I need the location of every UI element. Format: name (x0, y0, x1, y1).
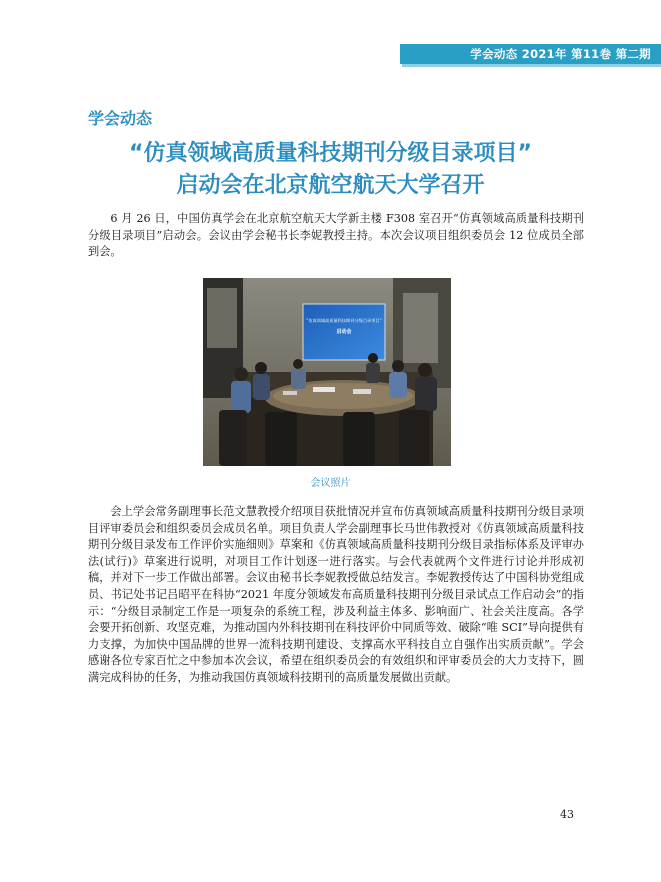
screen-title-text: “仿真领域高质量科技期刊分级目录项目” (306, 318, 382, 323)
paragraph-intro: 6 月 26 日，中国仿真学会在北京航空航天大学新主楼 F308 室召开“仿真领域高质量科技期刊分级目录项目”启动会。会议由学会秘书长李妮教授主持。本次会议项目组织委员会 12 位成员全部到会。 (88, 212, 584, 259)
running-header-text: 学会动态 2021年 第11卷 第二期 (470, 47, 651, 61)
screen-subtitle-text: 启动会 (336, 329, 352, 335)
header-bar-shadow (402, 64, 661, 67)
meeting-photo (203, 278, 451, 466)
article-title-line-1: “仿真领域高质量科技期刊分级目录项目” (129, 141, 532, 166)
running-header-bar (400, 44, 661, 64)
article-title-line-2: 启动会在北京航空航天大学召开 (176, 173, 485, 198)
paragraph-body: 会上学会常务副理事长范文慧教授介绍项目获批情况并宣布仿真领域高质量科技期刊分级目录项目评审委员会和组织委员会成员名单。项目负责人学会副理事长马世伟教授对《仿真领域高质量科技期刊分级目录发布工作评价实施细则》草案和《仿真领域高质量科技期刊分级目录指标体系及评审办法(试行)》草案进行说明，对项目工作计划逐一进行落实。与会代表就两个文件进行讨论并形成初稿，并对下一步工作做出部署。会议由秘书长李妮教授做总结发言。李妮教授传达了中国科协党组成员、书记处书记吕昭平在科协“2021 年度分领域发布高质量科技期刊分级目录试点工作启动会”的指示：“分级目录制定工作是一项复杂的系统工程，涉及利益主体多、影响面广、社会关注度高。各学会要开拓创新、攻坚克难，为推动国内外科技期刊在科技评价中同质等效、破除“唯 SCI”导向提供有力支撑，为加快中国品牌的世界一流科技期刊建设、支撑高水平科技自立自强作出实质贡献”。学会感谢各位专家百忙之中参加本次会议，希望在组织委员会的有效组织和评审委员会的大力支持下，圆满完成科协的任务，为推动我国仿真领域科技期刊的高质量发展做出贡献。 (88, 505, 584, 684)
section-label: 学会动态 (88, 109, 153, 128)
photo-caption: 会议照片 (310, 478, 351, 489)
page-number: 43 (560, 808, 574, 821)
meeting-photo-illustration (203, 278, 451, 466)
